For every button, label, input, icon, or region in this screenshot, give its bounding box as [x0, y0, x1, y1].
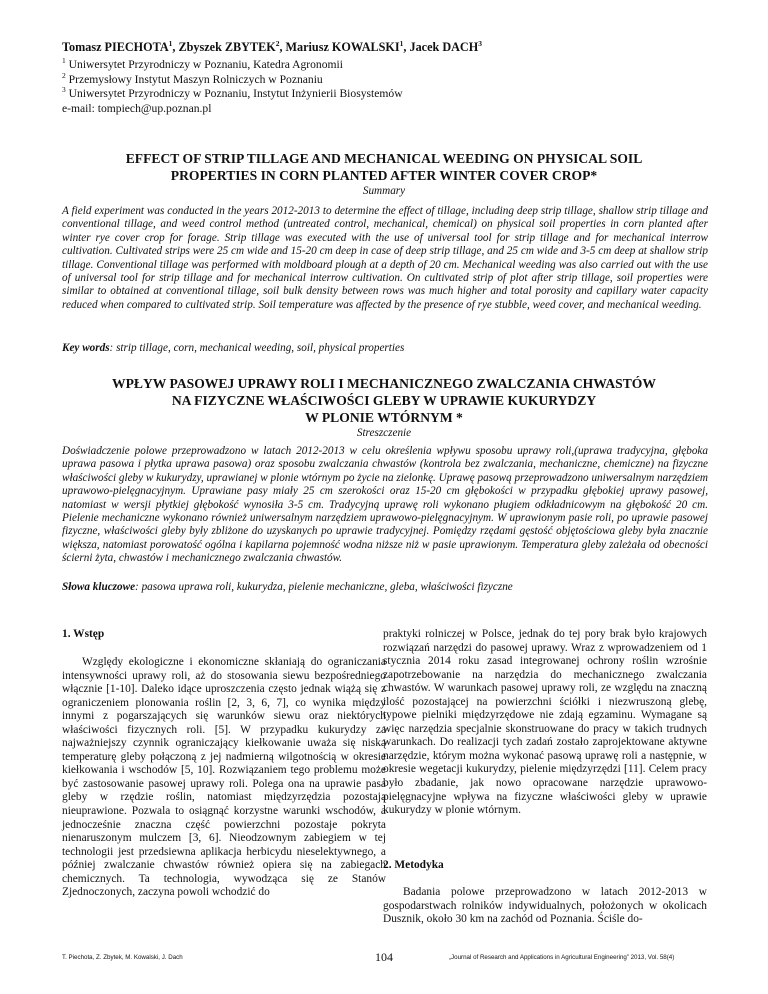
- affiliation-2: [62, 70, 323, 88]
- right-column-paragraph: praktyki rolniczej w Polsce, jednak do tej pory brak było krajowych rozwiązań narzędzi do pasowej uprawy. Wraz z wprowadzeniem od 1 stycznia 2014 roku zasad integrowanej ochrony roślin wzrośnie zapotrzebowanie na narzędzia do mechanicznego zwalczania chwastów. W warunkach pasowej uprawy roli, ze względu na znaczną ilość pozostającej na powierzchni ściółki i niezwruszoną glebę, typowe pielniki międzyrzędowe nie zdają egzaminu. Wymagane są więc narzędzia specjalnie skonstruowane do pracy w takich trudnych warunkach. Do realizacji tych zadań zostało zaprojektowane aktywne narzędzie, którym można wykonać pasową uprawę roli a następnie, w okresie wegetacji kukurydzy, pielenie międzyrzędzi [11]. Celem pracy było zbadanie, jak nowo opracowane narzędzie uprawowo-pielęgnacyjne wpływa na fizyczne właściwości gleby w uprawie kukurydzy w plonie wtórnym.: [383, 628, 707, 817]
- title-line: WPŁYW PASOWEJ UPRAWY ROLI I MECHANICZNEGO ZWALCZANIA CHWASTÓW: [112, 376, 656, 391]
- email: e-mail: tompiech@up.poznan.pl: [62, 101, 212, 115]
- summary-label: Summary: [362, 185, 406, 197]
- title-line: PROPERTIES IN CORN PLANTED AFTER WINTER COVER CROP*: [170, 168, 598, 183]
- author-name: Tomasz PIECHOTA: [62, 40, 169, 54]
- affiliation-mark: 1: [62, 56, 66, 66]
- page-number: 104: [375, 950, 393, 964]
- affiliation-mark: 3: [62, 85, 66, 95]
- intro-heading: 1. Wstęp: [62, 628, 105, 640]
- intro-paragraph: Względy ekologiczne i ekonomiczne skłaniają do ograniczania intensywności uprawy roli, aż do stosowania siewu bezpośredniego włącznie [1-10]. Daleko idące uproszczenia często jednak wiążą się z ograniczeniem plonowania roślin [2, 3, 6, 7], co wynika między innymi z pogarszających się warunków siewu oraz niektórych właściwości fizycznych roli. [5]. W przypadku kukurydzy za najważniejszy czynnik ograniczający kiełkowanie uważa się niską temperaturę gleby połączoną z jej nadmierną wilgotnością w okresie kiełkowania i wschodów [5, 10]. Rozwiązaniem tego problemu może być zastosowanie pasowej uprawy roli. Polega ona na uprawie pasa gleby w rzędzie roślin, natomiast międzyrzędzia pozostają nieuprawione. Pozwala to osiągnąć korzystne warunki wschodów, a jednocześnie znaczna część powierzchni pozostaje pokryta nienaruszonym mulczem [3, 6]. Nieodzownym zabiegiem w tej technologii jest przedsiewna aplikacja herbicydu nieselektywnego, a później zwalczanie chwastów również opiera się na zabiegach chemicznych. Ta technologia, wywodząca się ze Stanów Zjednoczonych, zaczyna powoli wchodzić do: [62, 656, 386, 899]
- affiliation-text: Uniwersytet Przyrodniczy w Poznaniu, Katedra Agronomii: [68, 58, 343, 71]
- author-list: Tomasz PIECHOTA$^1$, Zbyszek ZBYTEK$^2$, Mariusz KOWALSKI$^1$, Jacek DACH$^3$: [62, 38, 482, 54]
- title-line: EFFECT OF STRIP TILLAGE AND MECHANICAL WEEDING ON PHYSICAL SOIL: [125, 151, 643, 166]
- method-paragraph: Badania polowe przeprowadzono w latach 2012-2013 w gospodarstwach rolników indywidualnych, położonych w okolicach Dusznik, około 30 km na zachód od Poznania. Ściśle do-: [383, 886, 707, 926]
- streszczenie-label: Streszczenie: [356, 427, 412, 439]
- affiliation-text: Przemysłowy Instytut Maszyn Rolniczych w Poznaniu: [68, 72, 323, 86]
- keywords-label: Słowa kluczowe: [62, 581, 136, 593]
- method-heading: 2. Metodyka: [383, 859, 444, 871]
- footer-authors: T. Piechota, Z. Zbytek, M. Kowalski, J. Dach: [62, 954, 183, 961]
- footer-journal: „Journal of Research and Applications in Agricultural Engineering” 2013, Vol. 58(4): [449, 954, 675, 961]
- affiliation-mark: 2: [62, 70, 66, 80]
- author-name: Mariusz KOWALSKI: [285, 40, 400, 54]
- english-keywords: [62, 342, 708, 354]
- keywords-label: Key words: [62, 342, 110, 354]
- polish-abstract: Doświadczenie polowe przeprowadzono w latach 2012-2013 w celu określenia wpływu sposobu uprawy roli,(uprawa tradycyjna, głęboka uprawa pasowa i płytka uprawa pasowa) oraz sposobu zwalczania chwastów (kontrola bez zwalczania, mechaniczne, chemiczne) na fizyczne właściwości gleby w kukurydzy, uprawianej w plonie wtórnym po życie na zielonkę. Uprawę pasową przeprowadzono uniwersalnym narzędziem uprawowo-pielęgnacyjnym. Uprawiane pasy miały 25 cm szerokości oraz 15-20 cm głębokości w przypadku głębokiej uprawy pasowej, natomiast w wersji płytkiej głębokość wynosiła 3-5 cm. Tradycyjną uprawę roli wykonano pługiem odkładnicowym na głębokość 20 cm. Pielenie mechaniczne wykonano również uniwersalnym narzędziem uprawowo-pielęgnacyjnym. W uprawionym pasie roli, po uprawie pasowej fizyczne, właściwości gleby były zbliżone do uzyskanych po uprawie tradycyjnej. Pomiędzy rzędami gęstość objętościowa gleby była znacznie większa, natomiast porowatość ogólna i kapilarna pojemność wodna niższe niż w pasie uprawionym. Temperatura gleby zależała od obecności ścierni żyta, chwastów i mechanicznego zwalczania chwastów.: [62, 445, 708, 565]
- title-line: NA FIZYCZNE WŁAŚCIWOŚCI GLEBY W UPRAWIE KUKURYDZY: [171, 393, 597, 408]
- keywords-text: : strip tillage, corn, mechanical weeding, soil, physical properties: [109, 342, 405, 354]
- affiliation-text: Uniwersytet Przyrodniczy w Poznaniu, Instytut Inżynierii Biosystemów: [68, 87, 403, 100]
- author-name: Jacek DACH: [409, 40, 479, 54]
- polish-keywords: [62, 581, 708, 593]
- polish-title: [62, 375, 706, 426]
- affiliation-1: [62, 58, 343, 73]
- author-affiliation-mark: 1: [168, 38, 173, 48]
- author-name: Zbyszek ZBYTEK: [178, 40, 276, 54]
- english-title: [62, 150, 706, 184]
- english-abstract: A field experiment was conducted in the years 2012-2013 to determine the effect of tillage, including deep strip tillage, shallow strip tillage and conventional tillage, and weed control method (untreated control, mechanical, chemical) on physical soil properties in corn planted after winter rye cover crop for forage. Strip tillage was executed with the use of universal tool for strip tillage and for mechanical interrow cultivation. Cultivated strips were 25 cm wide and 15-20 cm deep in case of deep strip tillage, and 25 cm wide and 3-5 cm deep at shallow strip tillage. Conventional tillage was performed with moldboard plough at a depth of 20 cm. Mechanical weeding was also carried out with the use of universal tool for strip tillage and for mechanical interrow cultivation. On cultivated strip of plot after strip tillage, soil properties were similar to obtained at conventional tillage, soil bulk density between rows was much higher and total porosity and capillary water capacity reduced when compared to cultivated strip. Soil temperature was affected by the presence of rye stubble, weed cover, and mechanical weeding.: [62, 205, 708, 311]
- author-affiliation-mark: 3: [478, 38, 482, 48]
- affiliation-3: [62, 87, 403, 102]
- title-line: W PLONIE WTÓRNYM *: [305, 410, 463, 425]
- author-affiliation-mark: 1: [399, 38, 404, 48]
- keywords-text: : pasowa uprawa roli, kukurydza, pielenie mechaniczne, gleba, właściwości fizyczne: [135, 581, 513, 593]
- author-affiliation-mark: 2: [275, 38, 280, 48]
